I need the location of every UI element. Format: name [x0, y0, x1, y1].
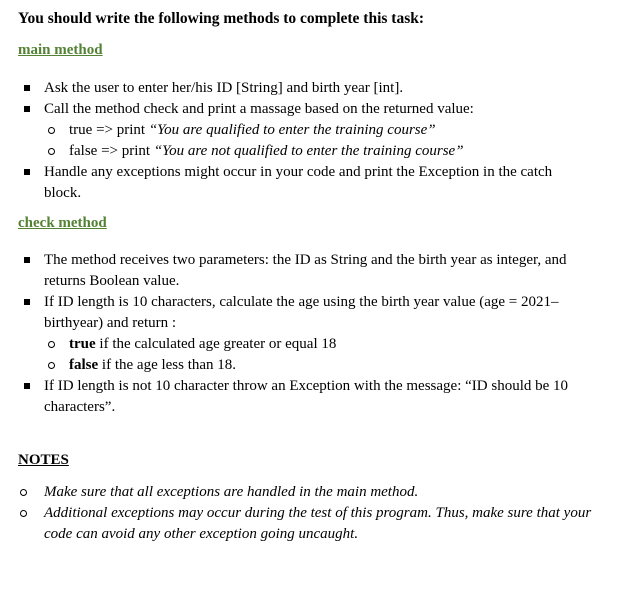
- circle-bullet-icon: [48, 127, 55, 134]
- circle-bullet-icon: [20, 489, 27, 496]
- square-bullet-icon: [24, 299, 30, 305]
- notes-heading: NOTES: [18, 452, 69, 468]
- list-item: [24, 78, 584, 99]
- list-item-text: If ID length is not 10 character throw an Exception with the message: “ID should be 10 characters”.: [44, 378, 569, 415]
- square-bullet-icon: [24, 257, 30, 263]
- note-item: [18, 482, 598, 503]
- list-item-text: Handle any exceptions might occur in your code and print the Exception in the catch block.: [44, 164, 553, 201]
- sub-item-quote: “You are not qualified to enter the training course”: [153, 143, 464, 159]
- note-text: Make sure that all exceptions are handled in the main method.: [44, 484, 419, 500]
- sub-list-container: [24, 120, 584, 162]
- square-bullet-icon: [24, 383, 30, 389]
- sub-list: [24, 334, 584, 376]
- circle-bullet-icon: [48, 362, 55, 369]
- sub-item-quote: “You are qualified to enter the training course”: [148, 122, 436, 138]
- sub-list-item: [24, 334, 584, 355]
- circle-bullet-icon: [48, 148, 55, 155]
- check-method-list: [24, 250, 584, 418]
- main-method-list: [24, 78, 584, 204]
- intro-text: You should write the following methods to complete this task:: [18, 10, 425, 27]
- square-bullet-icon: [24, 106, 30, 112]
- note-item: [18, 503, 598, 545]
- sub-list-item: [24, 120, 584, 141]
- check-method-heading: check method: [18, 215, 107, 231]
- square-bullet-icon: [24, 169, 30, 175]
- list-item: [24, 162, 584, 204]
- sub-list-item: [24, 355, 584, 376]
- sub-item-prefix: true => print: [69, 122, 149, 138]
- list-item-text: The method receives two parameters: the ID as String and the birth year as integer, and returns Boolean value.: [44, 252, 567, 289]
- sub-list: [24, 120, 584, 162]
- list-item: [24, 376, 584, 418]
- sub-item-text: if the age less than 18.: [98, 357, 237, 373]
- circle-bullet-icon: [20, 510, 27, 517]
- sub-item-bold: true: [69, 336, 96, 352]
- list-item-text: Call the method check and print a massage based on the returned value:: [44, 101, 474, 117]
- sub-list-container: [24, 334, 584, 376]
- sub-list-item: [24, 141, 584, 162]
- list-item: [24, 99, 584, 120]
- sub-item-prefix: false => print: [69, 143, 154, 159]
- list-item-text: Ask the user to enter her/his ID [String] and birth year [int].: [44, 80, 404, 96]
- main-method-heading: main method: [18, 42, 103, 58]
- list-item: [24, 250, 584, 292]
- list-item: [24, 292, 584, 334]
- notes-list: [18, 482, 598, 545]
- sub-item-text: if the calculated age greater or equal 18: [95, 336, 337, 352]
- square-bullet-icon: [24, 85, 30, 91]
- circle-bullet-icon: [48, 341, 55, 348]
- list-item-text: If ID length is 10 characters, calculate the age using the birth year value (age = 2021– birthyear) and return :: [44, 294, 559, 331]
- note-text: Additional exceptions may occur during the test of this program. Thus, make sure that your code can avoid any other exception going uncaught.: [44, 505, 592, 542]
- sub-item-bold: false: [69, 357, 99, 373]
